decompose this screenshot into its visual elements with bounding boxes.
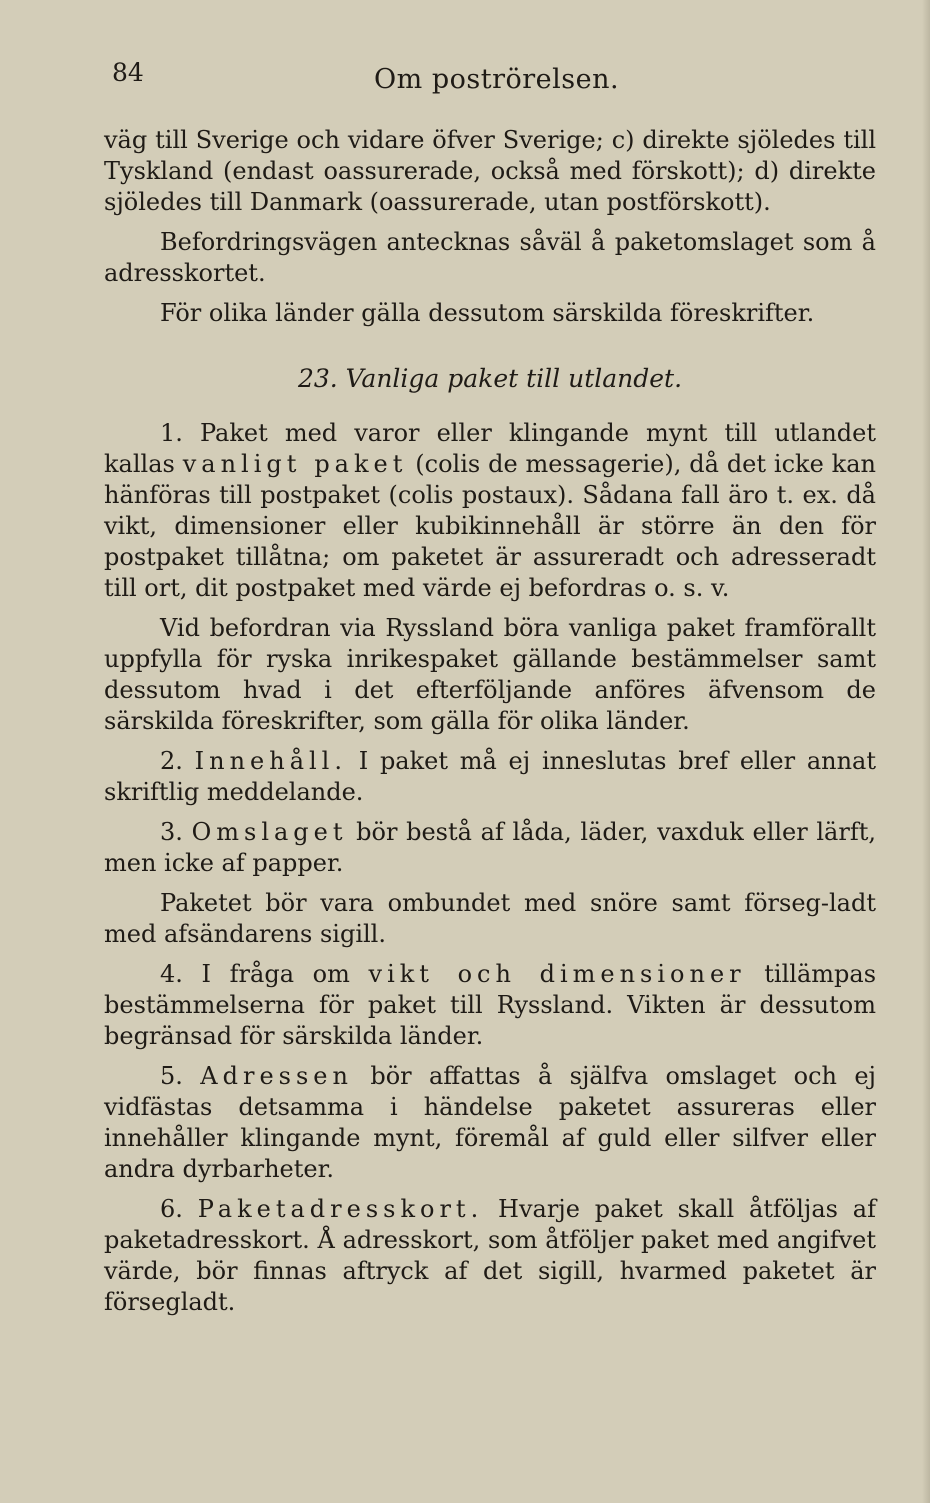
- section-4-paragraph: [104, 959, 876, 1052]
- section-2-text: I paket må ej inneslutas bref eller annat skriftlig meddelande.: [104, 747, 876, 806]
- intro-paragraph: väg till Sverige och vidare öfver Sverige; c) direkte sjöledes till Tyskland (endast oassurerade, också med förskott); d) direkte sjöledes till Danmark (oassurerade, utan postförskott).: [104, 126, 876, 216]
- section-1-paragraph: [104, 418, 876, 604]
- ryssland-paragraph: Vid befordran via Ryssland böra vanliga paket framförallt uppfylla för ryska inrikespaket gällande bestämmelser samt dessutom hvad i det efterföljande anföres äfvensom de särskilda föreskrifter, som gälla för olika länder.: [104, 614, 876, 735]
- page-edge: [922, 0, 930, 1503]
- section-5-paragraph: [104, 1061, 876, 1185]
- section-4-text: tillämpas bestämmelserna för paket till Ryssland. Vikten är dessutom begränsad för särskilda länder.: [104, 960, 877, 1050]
- section-5-spaced-term: Adressen: [200, 1062, 353, 1090]
- section-6-spaced-term: Paketadresskort.: [197, 1195, 484, 1223]
- page-header: [104, 58, 874, 98]
- section-1-spaced-term: vanligt paket: [182, 450, 408, 478]
- page-number: 84: [112, 58, 144, 87]
- section-4-spaced-term: vikt och dimensioner: [368, 960, 746, 988]
- section-3-number: 3.: [160, 818, 192, 846]
- page-body: [104, 125, 876, 1327]
- section-1-text: (colis de messagerie), då det icke kan hänföras till postpaket (colis postaux). Sådana fall äro t. ex. då vikt, dimensioner eller kubikinnehåll är större än den för postpaket tillåtna; om paketet är assureradt och adresseradt till ort, dit postpaket med värde ej befordras o. s. v.: [104, 450, 876, 602]
- section-6-paragraph: [104, 1194, 876, 1318]
- section-2-spaced-term: Innehåll.: [194, 747, 347, 775]
- olika-lander-paragraph: För olika länder gälla dessutom särskilda föreskrifter.: [160, 299, 815, 327]
- running-title: Om poströrelsen.: [374, 64, 620, 95]
- befordringsvagen-paragraph: Befordringsvägen antecknas såväl å paketomslaget som å adresskortet.: [104, 228, 876, 287]
- section-2-number: 2.: [160, 747, 195, 775]
- section-3-spaced-term: Omslaget: [191, 818, 348, 846]
- section-4-lead: 4. I fråga om: [160, 960, 369, 988]
- section-2-paragraph: [104, 746, 876, 808]
- section-1-lead: 1. Paket med varor eller klingande mynt till utlandet kallas: [104, 419, 876, 478]
- section-6-text: Hvarje paket skall åtföljas af paketadresskort. Å adresskort, som åtföljer paket med angifvet värde, bör finnas aftryck af det sigill, hvarmed paketet är försegladt.: [104, 1195, 877, 1316]
- section-5-text: bör affattas å själfva omslaget och ej vidfästas detsamma i händelse paketet assureras eller innehåller klingande mynt, föremål af guld eller silfver eller andra dyrbarheter.: [104, 1062, 876, 1183]
- ombundet-paragraph: Paketet bör vara ombundet med snöre samt förseg-ladt med afsändarens sigill.: [104, 889, 876, 948]
- section-heading: 23. Vanliga paket till utlandet.: [297, 364, 683, 393]
- section-3-paragraph: [104, 817, 876, 879]
- section-6-number: 6.: [160, 1195, 198, 1223]
- section-3-text: bör bestå af låda, läder, vaxduk eller lärft, men icke af papper.: [104, 818, 876, 877]
- section-5-number: 5.: [160, 1062, 201, 1090]
